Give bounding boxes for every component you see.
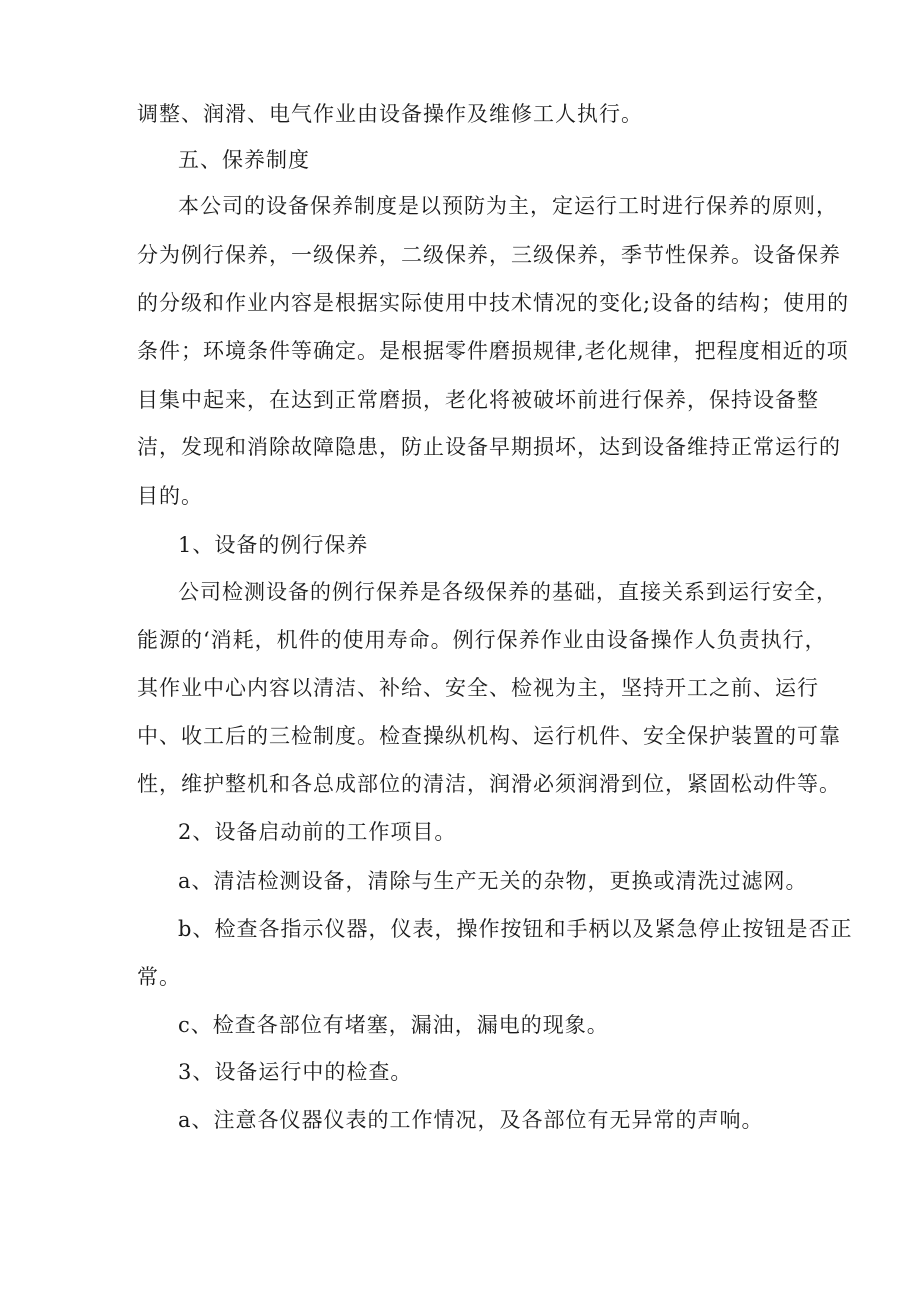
list-item: c、检查各部位有堵塞，漏油，漏电的现象。 (178, 1013, 609, 1037)
paragraph-line: 洁，发现和消除故障隐患，防止设备早期损坏，达到设备维持正常运行的 (137, 435, 841, 459)
paragraph-line: 分为例行保养，一级保养，二级保养，三级保养，季节性保养。设备保养 (137, 243, 841, 267)
paragraph-line: 调整、润滑、电气作业由设备操作及维修工人执行。 (137, 102, 643, 126)
paragraph-line: 性，维护整机和各总成部位的清洁，润滑必须润滑到位，紧固松动件等。 (137, 772, 841, 796)
paragraph-line: 能源的‘消耗，机件的使用寿命。例行保养作业由设备操作人负责执行， (137, 628, 827, 652)
paragraph-line: 本公司的设备保养制度是以预防为主，定运行工时进行保养的原则， (178, 194, 838, 218)
paragraph-line: 中、收工后的三检制度。检查操纵机构、运行机件、安全保护装置的可靠 (137, 724, 841, 748)
paragraph-line: 条件；环境条件等确定。是根据零件磨损规律,老化规律，把程度相近的项 (137, 339, 849, 363)
section-heading: 3、设备运行中的检查。 (178, 1060, 413, 1084)
section-heading: 五、保养制度 (178, 148, 310, 172)
section-heading: 2、设备启动前的工作项目。 (178, 820, 457, 844)
section-heading: 1、设备的例行保养 (178, 533, 369, 557)
paragraph-line: 的分级和作业内容是根据实际使用中技术情况的变化;设备的结构；使用的 (137, 291, 850, 315)
list-item: b、检查各指示仪器，仪表，操作按钮和手柄以及紧急停止按钮是否正 (178, 917, 853, 941)
paragraph-line: 公司检测设备的例行保养是各级保养的基础，直接关系到运行安全， (178, 580, 838, 604)
list-item: a、注意各仪器仪表的工作情况，及各部位有无异常的声响。 (178, 1108, 764, 1132)
list-item: a、清洁检测设备，清除与生产无关的杂物，更换或清洗过滤网。 (178, 869, 808, 893)
paragraph-line: 目集中起来，在达到正常磨损，老化将被破坏前进行保养，保持设备整 (137, 388, 819, 412)
paragraph-line: 其作业中心内容以清洁、补给、安全、检视为主，坚持开工之前、运行 (137, 676, 819, 700)
paragraph-line: 目的。 (137, 484, 203, 508)
paragraph-line: 常。 (137, 965, 181, 989)
